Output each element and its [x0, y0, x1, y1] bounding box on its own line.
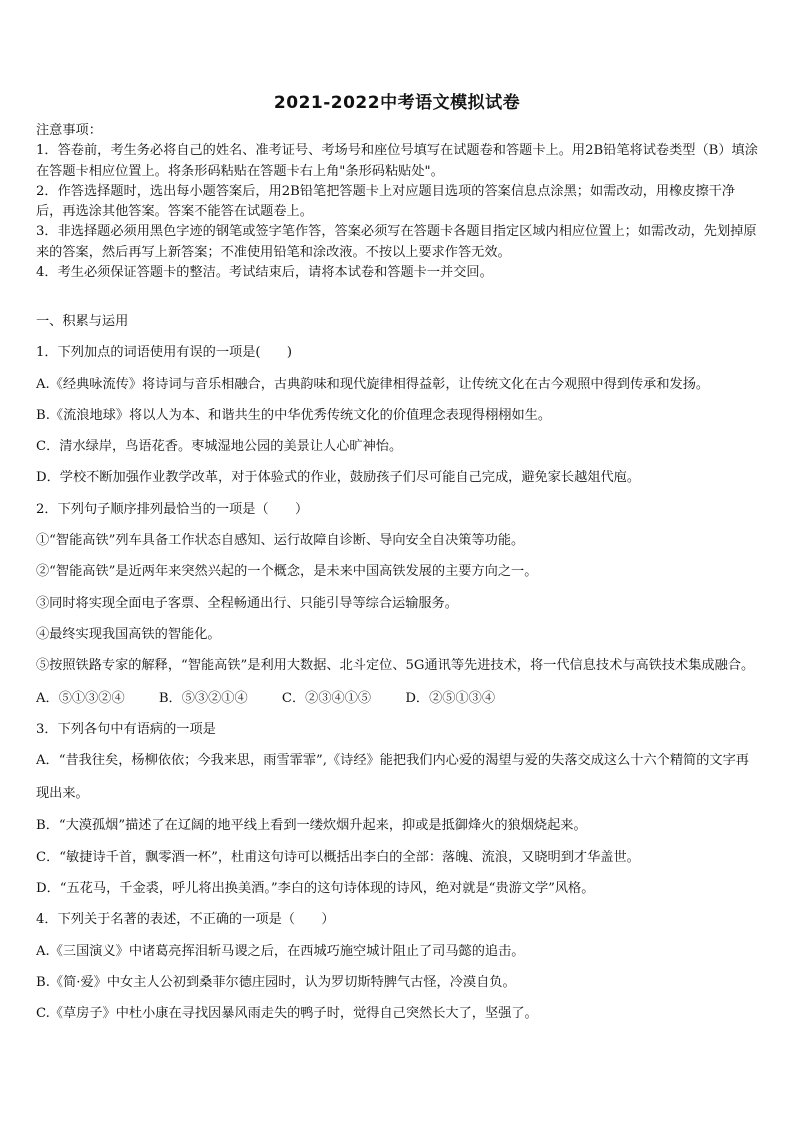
question-2-choice-d: D．②⑤①③④: [405, 690, 496, 706]
question-2-sentence-1: ①“智能高铁”列车具备工作状态自感知、运行故障自诊断、导向安全自决策等功能。: [36, 533, 525, 549]
question-1-option-c: C．清水绿岸，鸟语花香。枣城湿地公园的美景让人心旷神怡。: [36, 439, 403, 455]
question-3-stem: 3．下列各句中有语病的一项是: [36, 722, 216, 738]
question-4-option-b: B.《简·爱》中女主人公初到桑菲尔德庄园时，认为罗切斯特脾气古怪，冷漠自负。: [36, 974, 516, 990]
notice-item-4: 4．考生必须保证答题卡的整洁。考试结束后，请将本试卷和答题卡一并交回。: [36, 265, 493, 281]
notice-block: [36, 121, 760, 283]
notice-item-2: 2．作答选择题时，选出每小题答案后，用2B铅笔把答题卡上对应题目选项的答案信息点涂黑；如需改动，用橡皮擦干净后，再选涂其他答案。答案不能答在试题卷上。: [36, 183, 736, 220]
section-heading: 一、积累与运用: [36, 314, 129, 329]
question-2-choices: [36, 683, 760, 714]
question-3-option-c: C．“敏捷诗千首，飘零酒一杯”，杜甫这句诗可以概括出李白的全部：落魄、流浪，又晓明到才华盖世。: [36, 849, 640, 865]
page-title: 2021-2022中考语文模拟试卷: [273, 93, 521, 113]
notice-heading: 注意事项：: [36, 123, 102, 138]
question-3-option-b: B．“大漠孤烟”描述了在辽阔的地平线上看到一缕炊烟升起来，抑或是抵御烽火的狼烟烧起来。: [36, 818, 587, 834]
notice-item-3: 3．非选择题必须用黑色字迹的钢笔或签字笔作答，答案必须写在答题卡各题目指定区域内相应位置上；如需改动，先划掉原来的答案，然后再写上新答案；不准使用铅笔和涂改液。不按以上要求作答无效。: [36, 224, 757, 260]
question-2-choice-b: B．⑤③②①④: [158, 690, 248, 706]
question-4-option-c: C.《草房子》中杜小康在寻找因暴风雨走失的鸭子时，觉得自己突然长大了，坚强了。: [36, 1006, 538, 1022]
question-2-sentence-5: ⑤按照铁路专家的解释，“智能高铁”是利用大数据、北斗定位、5G通讯等先进技术，将一代信息技术与高铁技术集成融合。: [36, 658, 755, 674]
question-2-choice-a: A．⑤①③②④: [36, 690, 125, 706]
question-3-option-a: A．“昔我往矣，杨柳依依；今我来思，雨雪霏霏”,《诗经》能把我们内心爱的渴望与爱的失落交成这么十六个精简的文字再现出来。: [36, 753, 749, 801]
questions-block: [36, 306, 760, 1029]
question-2-stem: 2．下列句子顺序排列最恰当的一项是（ ）: [36, 501, 309, 517]
question-4-stem: 4．下列关于名著的表述，不正确的一项是（ ）: [36, 912, 335, 928]
question-4-option-a: A.《三国演义》中诸葛亮挥泪斩马谡之后，在西城巧施空城计阻止了司马懿的追击。: [36, 943, 525, 959]
question-1-option-d: D．学校不断加强作业教学改革，对于体验式的作业，鼓励孩子们尽可能自己完成，避免家长越俎代庖。: [36, 470, 641, 486]
question-2-choice-c: C．②③④①⑤: [281, 690, 372, 706]
question-3-option-d: D．“五花马，千金裘，呼儿将出换美酒。”李白的这句诗体现的诗风，绝对就是“贵游文学”风格。: [36, 880, 595, 896]
question-2-sentence-4: ④最终实现我国高铁的智能化。: [36, 626, 221, 642]
question-2-sentence-2: ②“智能高铁”是近两年来突然兴起的一个概念，是未来中国高铁发展的主要方向之一。: [36, 564, 538, 580]
notice-item-1: 1．答卷前，考生务必将自己的姓名、准考证号、考场号和座位号填写在试题卷和答题卡上。用2B铅笔将试卷类型（B）填涂在答题卡相应位置上。将条形码粘贴在答题卡右上角"条形码粘贴处"。: [36, 143, 758, 179]
question-1-stem: 1．下列加点的词语使用有误的一项是( ): [36, 345, 293, 361]
question-1-option-b: B.《流浪地球》将以人为本、和谐共生的中华优秀传统文化的价值理念表现得栩栩如生。: [36, 407, 552, 423]
question-2-sentence-3: ③同时将实现全面电子客票、全程畅通出行、只能引导等综合运输服务。: [36, 595, 458, 611]
question-1-option-a: A.《经典咏流传》将诗词与音乐相融合，古典韵味和现代旋律相得益彰，让传统文化在古今观照中得到传承和发扬。: [36, 376, 710, 392]
